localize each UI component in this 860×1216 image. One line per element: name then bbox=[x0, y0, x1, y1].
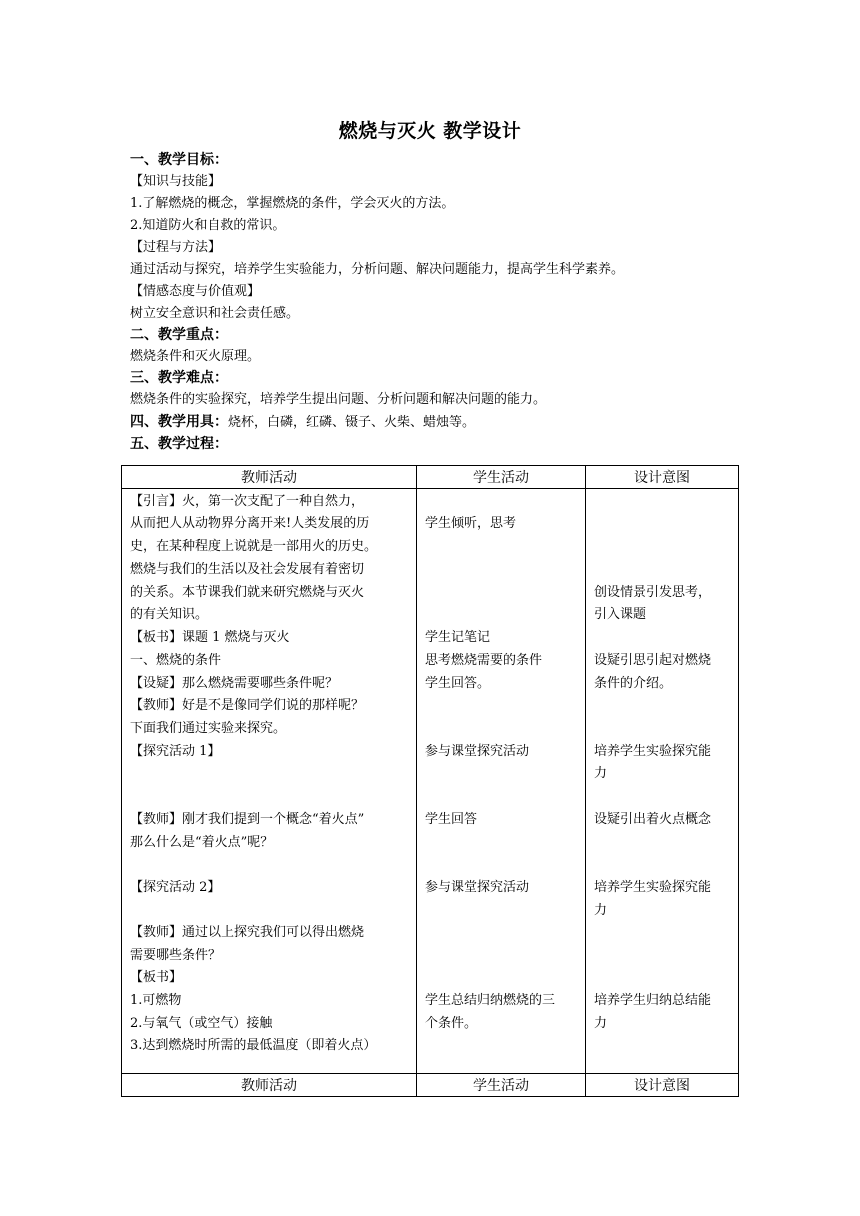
procedure-heading: 五、教学过程： bbox=[130, 436, 228, 452]
process-label: 【过程与方法】 bbox=[130, 240, 222, 255]
teacher-line: 需要哪些条件？ bbox=[130, 948, 222, 963]
footer-header-teacher: 教师活动 bbox=[122, 1074, 417, 1097]
teacher-line: 【板书】课题 1 燃烧与灭火 bbox=[130, 630, 290, 645]
table-row bbox=[122, 489, 739, 1074]
teacher-line: 【教师】好是不是像同学们说的那样呢？ bbox=[130, 698, 365, 713]
teacher-line: 【设疑】那么燃烧需要哪些条件呢？ bbox=[130, 676, 339, 691]
student-line: 学生倾听，思考 bbox=[425, 516, 517, 531]
intent-line: 条件的介绍。 bbox=[594, 676, 673, 691]
teacher-line: 【教师】刚才我们提到一个概念“着火点” bbox=[130, 812, 365, 827]
teacher-activity-cell bbox=[122, 489, 417, 1074]
table-footer-header-row bbox=[122, 1074, 739, 1097]
intent-line: 设疑引思引起对燃烧 bbox=[594, 653, 712, 668]
lesson-content bbox=[130, 150, 750, 455]
student-line: 学生回答 bbox=[425, 812, 478, 827]
tools-line bbox=[130, 411, 750, 434]
teacher-line: 那么什么是“着火点”呢？ bbox=[130, 835, 274, 850]
intent-line: 力 bbox=[594, 1016, 608, 1031]
difficulty-heading: 三、教学难点： bbox=[130, 370, 228, 386]
header-intent: 设计意图 bbox=[586, 466, 739, 489]
intent-line: 力 bbox=[594, 903, 608, 918]
teacher-line: 【探究活动 1】 bbox=[130, 744, 221, 759]
teacher-line: 【板书】 bbox=[130, 970, 183, 985]
intent-line: 培养学生归纳总结能 bbox=[594, 993, 712, 1008]
teacher-line: 1.可燃物 bbox=[130, 993, 182, 1008]
teacher-line: 的关系。本节课我们就来研究燃烧与灭火 bbox=[130, 585, 365, 600]
table-header-row bbox=[122, 466, 739, 489]
difficulty-text: 燃烧条件的实验探究，培养学生提出问题、分析问题和解决问题的能力。 bbox=[130, 392, 547, 407]
teacher-line: 的有关知识。 bbox=[130, 607, 209, 622]
student-line: 参与课堂探究活动 bbox=[425, 744, 530, 759]
design-intent-cell bbox=[586, 489, 739, 1074]
teacher-line: 3.达到燃烧时所需的最低温度（即着火点） bbox=[130, 1038, 377, 1053]
intent-line: 培养学生实验探究能 bbox=[594, 880, 712, 895]
student-line: 个条件。 bbox=[425, 1016, 478, 1031]
procedure-table bbox=[121, 465, 739, 1097]
student-line: 参与课堂探究活动 bbox=[425, 880, 530, 895]
process-text: 通过活动与探究，培养学生实验能力，分析问题、解决问题能力，提高学生科学素养。 bbox=[130, 262, 625, 277]
student-line: 学生记笔记 bbox=[425, 630, 491, 645]
intent-line: 创设情景引发思考， bbox=[594, 585, 712, 600]
knowledge-item-1: 1.了解燃烧的概念，掌握燃烧的条件，学会灭火的方法。 bbox=[130, 196, 455, 211]
header-student: 学生活动 bbox=[417, 466, 586, 489]
tools-text: 烧杯，白磷，红磷、镊子、火柴、蜡烛等。 bbox=[228, 415, 476, 430]
intent-line: 培养学生实验探究能 bbox=[594, 744, 712, 759]
teacher-line: 【探究活动 2】 bbox=[130, 880, 221, 895]
student-line: 学生回答。 bbox=[425, 676, 491, 691]
objectives-heading: 一、教学目标： bbox=[130, 152, 228, 168]
teacher-line: 一、燃烧的条件 bbox=[130, 653, 222, 668]
page-title: 燃烧与灭火 教学设计 bbox=[338, 120, 522, 142]
intent-line: 力 bbox=[594, 766, 608, 781]
teacher-line: 史，在某种程度上说就是一部用火的历史。 bbox=[130, 539, 378, 554]
attitude-label: 【情感态度与价值观】 bbox=[130, 284, 261, 299]
footer-header-student: 学生活动 bbox=[417, 1074, 586, 1097]
intent-line: 引入课题 bbox=[594, 607, 647, 622]
knowledge-item-2: 2.知道防火和自救的常识。 bbox=[130, 218, 286, 233]
student-line: 思考燃烧需要的条件 bbox=[425, 653, 543, 668]
teacher-line: 【引言】火，第一次支配了一种自然力， bbox=[130, 494, 365, 509]
intent-line: 设疑引出着火点概念 bbox=[594, 812, 712, 827]
tools-heading: 四、教学用具： bbox=[130, 414, 228, 430]
teacher-line: 2.与氧气（或空气）接触 bbox=[130, 1016, 273, 1031]
attitude-text: 树立安全意识和社会责任感。 bbox=[130, 306, 300, 321]
footer-header-intent: 设计意图 bbox=[586, 1074, 739, 1097]
teacher-line: 从而把人从动物界分离开来!人类发展的历 bbox=[130, 516, 370, 531]
keypoint-text: 燃烧条件和灭火原理。 bbox=[130, 349, 261, 364]
student-line: 学生总结归纳燃烧的三 bbox=[425, 993, 556, 1008]
teacher-line: 燃烧与我们的生活以及社会发展有着密切 bbox=[130, 562, 365, 577]
header-teacher: 教师活动 bbox=[122, 466, 417, 489]
knowledge-label: 【知识与技能】 bbox=[130, 174, 222, 189]
teacher-line: 下面我们通过实验来探究。 bbox=[130, 721, 287, 736]
student-activity-cell bbox=[417, 489, 586, 1074]
teacher-line: 【教师】通过以上探究我们可以得出燃烧 bbox=[130, 925, 365, 940]
keypoint-heading: 二、教学重点： bbox=[130, 327, 228, 343]
